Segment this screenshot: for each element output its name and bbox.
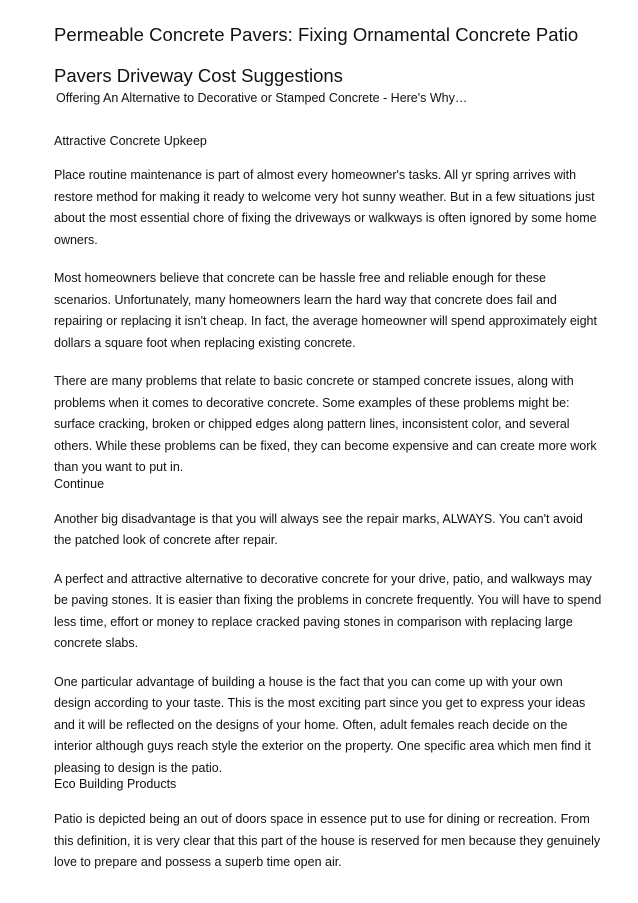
eco-building-products-link[interactable]: Eco Building Products bbox=[54, 777, 177, 791]
paragraph: Place routine maintenance is part of almost every homeowner's tasks. All yr spring arrives with restore method for making it ready to welcome very hot sunny weather. But in a few situations just about the most essential chore of fixing the driveways or walkways is often ignored by some home owners. bbox=[54, 168, 597, 247]
paragraph: There are many problems that relate to basic concrete or stamped concrete issues, along with problems when it comes to decorative concrete. Some examples of these problems might be: surface cracking, broken or chipped edges along pattern lines, inconsistent color, and several others. While these problems can be fixed, they can become expensive and can create more work than you want to put in. bbox=[54, 374, 597, 474]
paragraph: A perfect and attractive alternative to decorative concrete for your drive, patio, and walkways may be paving stones. It is easier than fixing the problems in concrete frequently. You will have to spend less time, effort or money to replace cracked paving stones in comparison with replacing large concrete slabs. bbox=[54, 571, 602, 650]
continue-link[interactable]: Continue bbox=[54, 476, 105, 491]
paragraph: Most homeowners believe that concrete can be hassle free and reliable enough for these scenarios. Unfortunately, many homeowners learn the hard way that concrete does fail and repairing or replacing it isn't cheap. In fact, the average homeowner will spend approximately eight dollars a square foot when replacing existing concrete. bbox=[54, 271, 597, 350]
paragraph: Another big disadvantage is that you will always see the repair marks, ALWAYS. You can't avoid the patched look of concrete after repair. bbox=[54, 511, 583, 547]
paragraph: Patio is depicted being an out of doors space in essence put to use for dining or recreation. From this definition, it is very clear that this part of the house is reserved for men because they genuinely love to prepare and possess a superb time open air. bbox=[54, 812, 601, 869]
document-subtitle: Pavers Driveway Cost Suggestions bbox=[54, 65, 343, 86]
document-page bbox=[54, 24, 602, 874]
document-tagline: Offering An Alternative to Decorative or Stamped Concrete - Here's Why… bbox=[56, 91, 468, 105]
paragraph: One particular advantage of building a house is the fact that you can come up with your own design according to your taste. This is the most exciting part since you get to express your ideas and it will be reflected on the designs of your home. Often, adult females reach decide on the interior although guys reach style the exterior on the property. One specific area which men find it pleasing to design is the patio. bbox=[54, 674, 591, 775]
section-heading: Attractive Concrete Upkeep bbox=[54, 134, 207, 148]
document-title: Permeable Concrete Pavers: Fixing Ornamental Concrete Patio bbox=[54, 24, 579, 45]
